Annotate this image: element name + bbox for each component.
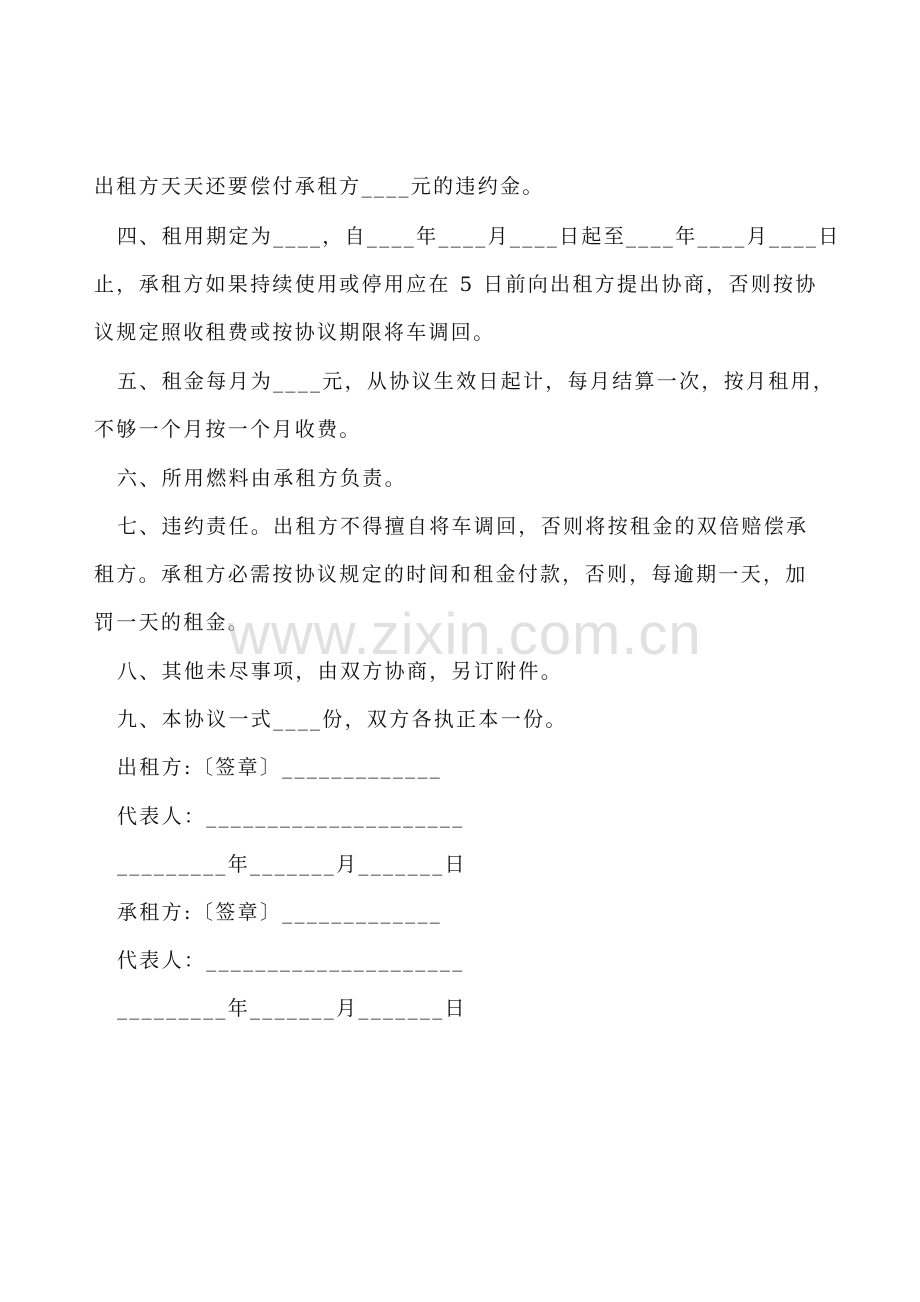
lessor-signature-line: 出租方:〔签章〕_____________: [117, 755, 443, 779]
clause-4-line-3: 议规定照收租费或按协议期限将车调回。: [94, 320, 496, 344]
lessee-date-line: _________年_______月_______日: [117, 996, 467, 1020]
clause-4-line-1: 四、租用期定为____，自____年____月____日起至____年____月____日: [117, 224, 841, 248]
lessee-representative-line: 代表人：_____________________: [117, 948, 465, 972]
clause-4-line-2: 止，承租方如果持续使用或停用应在 5 日前向出租方提出协商，否则按协: [94, 272, 818, 296]
site-watermark: www.zixin.com.cn: [228, 602, 702, 667]
clause-7-line-2: 租方。承租方必需按协议规定的时间和租金付款，否则，每逾期一天，加: [94, 562, 808, 586]
lessor-representative-line: 代表人：_____________________: [117, 804, 465, 828]
lessee-signature-line: 承租方:〔签章〕_____________: [117, 900, 443, 924]
clause-8: 八、其他未尽事项，由双方协商，另订附件。: [117, 659, 563, 683]
clause-7-line-3: 罚一天的租金。: [94, 610, 251, 634]
clause-6: 六、所用燃料由承租方负责。: [117, 466, 407, 490]
clause-9: 九、本协议一式____份，双方各执正本一份。: [117, 707, 568, 731]
clause-5-line-2: 不够一个月按一个月收费。: [94, 417, 362, 441]
clause-5-line-1: 五、租金每月为____元，从协议生效日起计，每月结算一次，按月租用，: [117, 369, 836, 393]
clause-7-line-1: 七、违约责任。出租方不得擅自将车调回，否则将按租金的双倍赔偿承: [117, 514, 809, 538]
clause-3-continuation: 出租方天天还要偿付承租方____元的违约金。: [94, 174, 545, 198]
lessor-date-line: _________年_______月_______日: [117, 852, 467, 876]
